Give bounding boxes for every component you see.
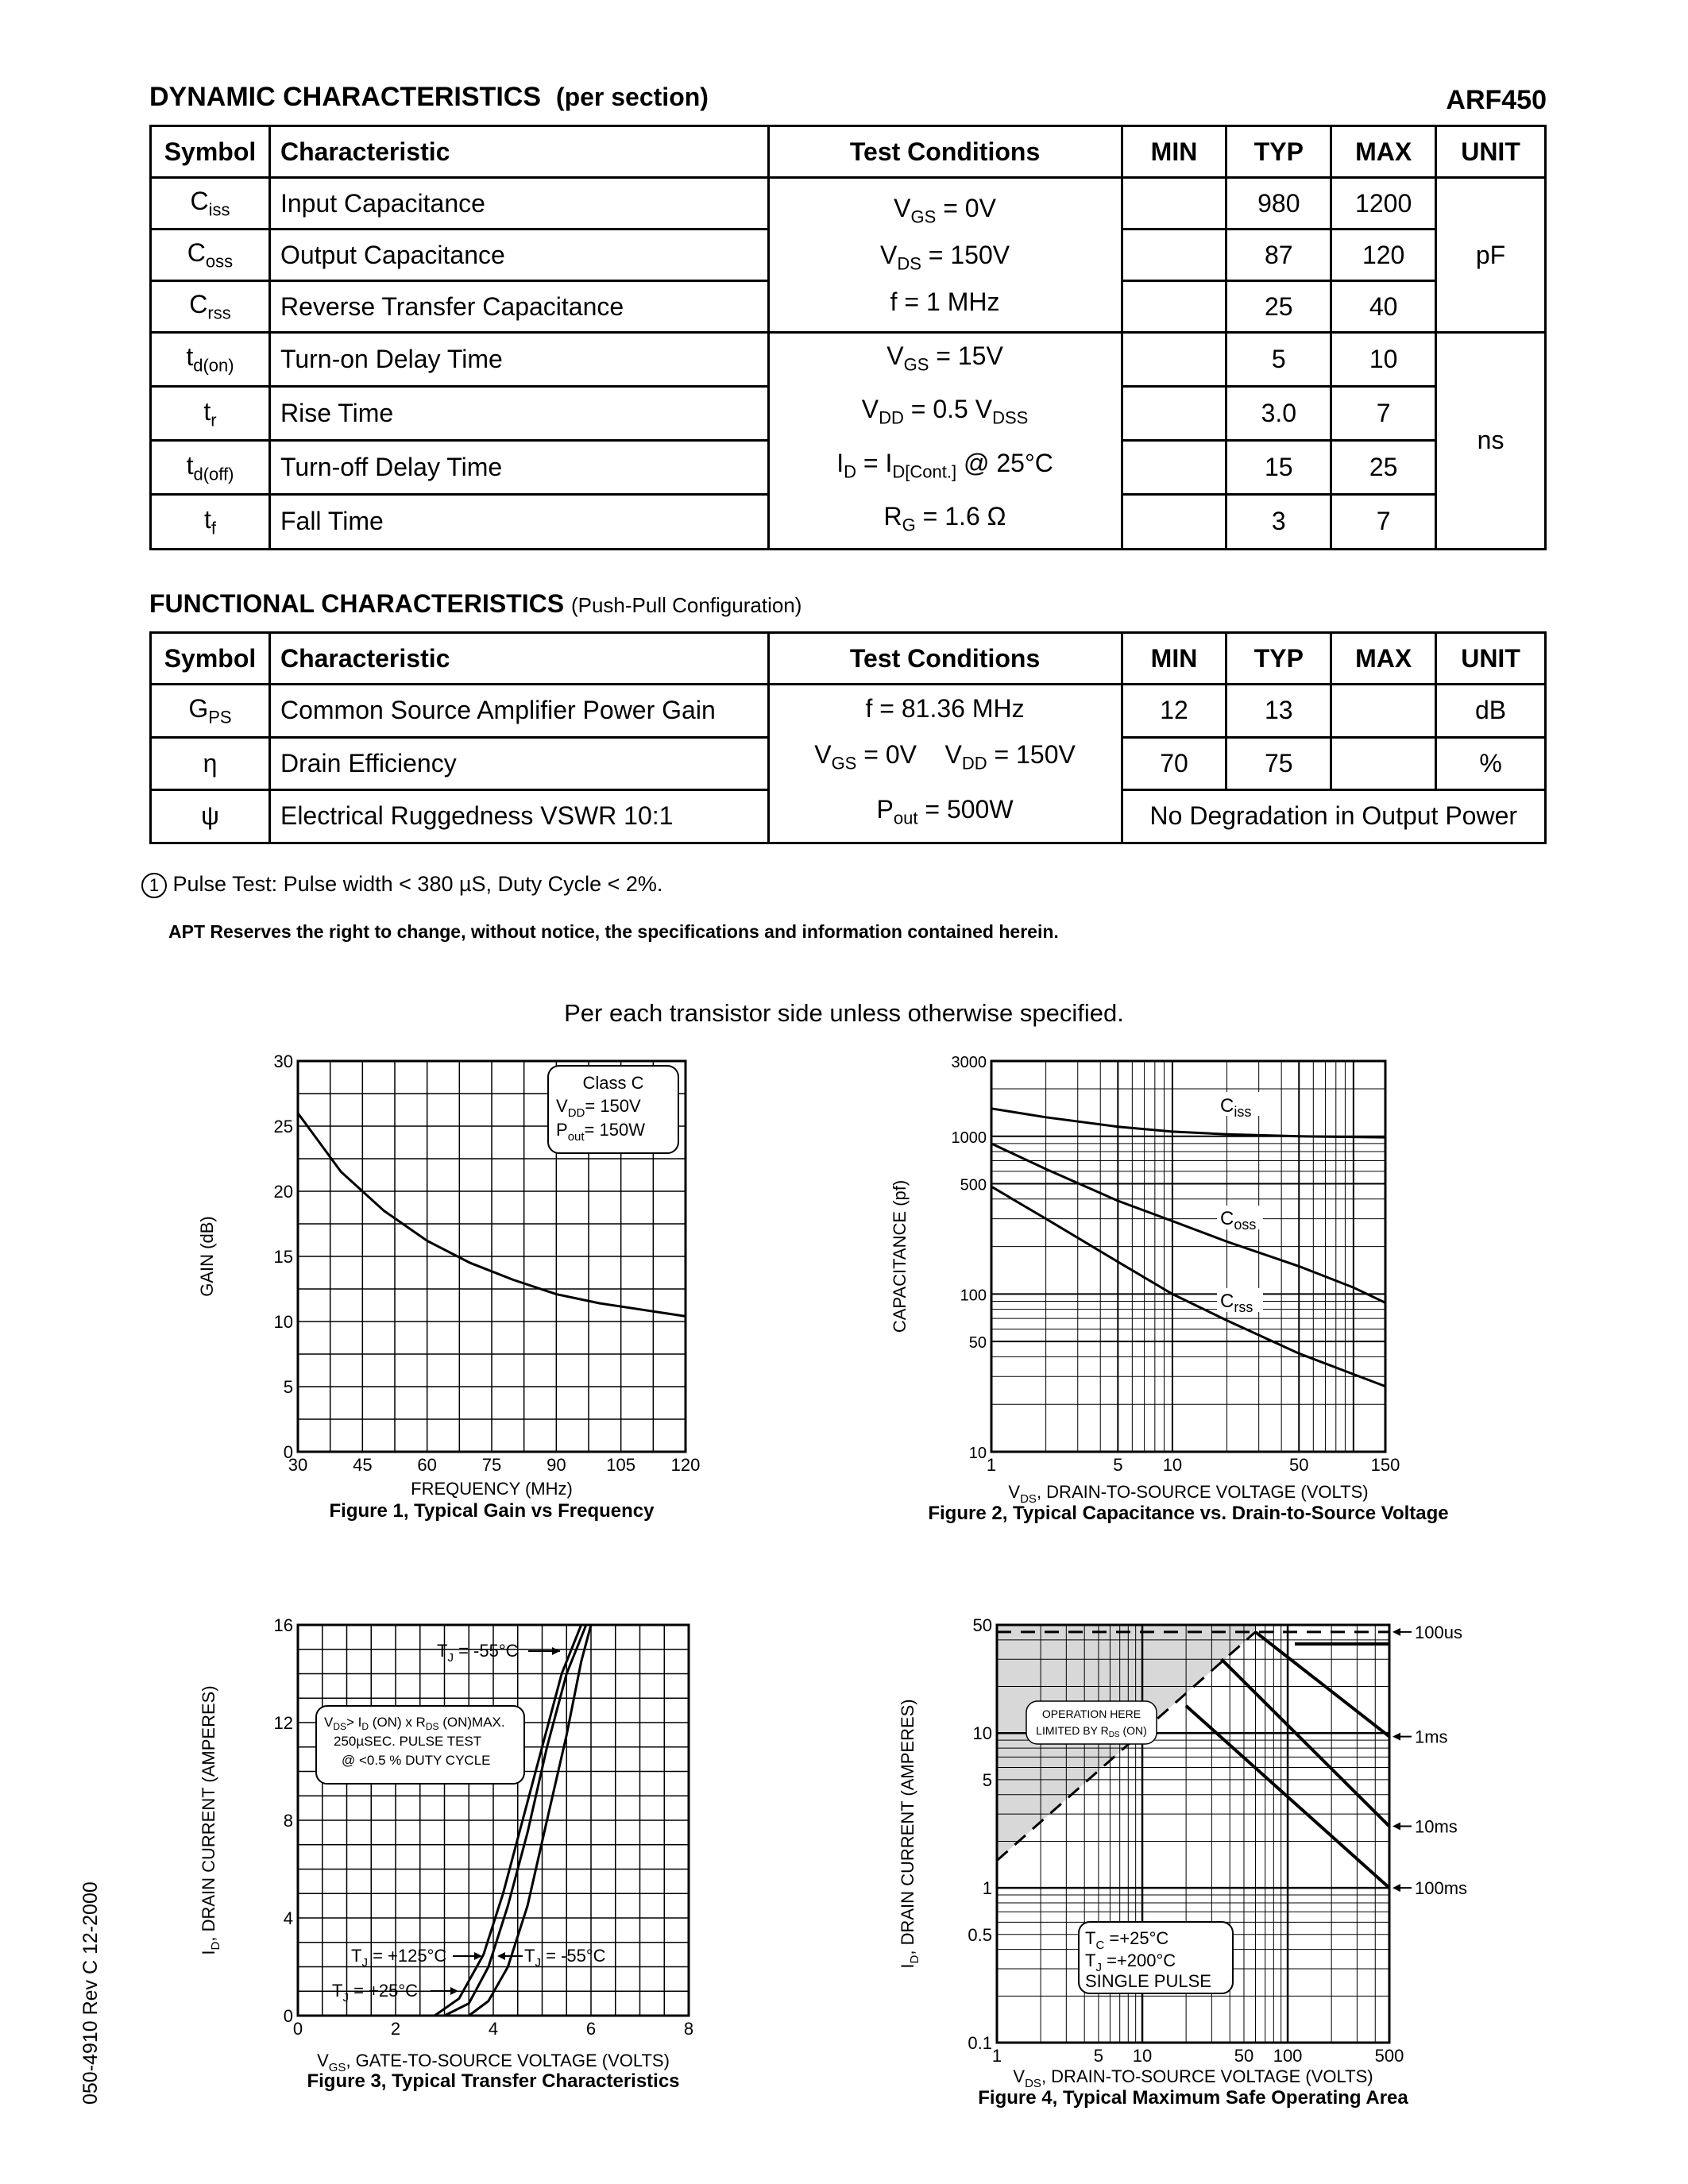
col-header: Symbol <box>151 633 270 685</box>
x-axis-label: FREQUENCY (MHz) <box>411 1479 573 1499</box>
min-value <box>1122 441 1226 495</box>
x-tick-label: 10 <box>1162 1455 1183 1475</box>
y-tick-label: 1000 <box>951 1129 987 1147</box>
typ-value: 25 <box>1226 281 1331 333</box>
col-header: MIN <box>1122 633 1226 685</box>
characteristic: Common Source Amplifier Power Gain <box>269 685 768 738</box>
per-side-note: Per each transistor side unless otherwise specified. <box>564 999 1124 1027</box>
col-header: MAX <box>1331 633 1436 685</box>
label-arrow-head <box>1393 1733 1400 1741</box>
unit: % <box>1436 737 1546 790</box>
figure-caption: Figure 4, Typical Maximum Safe Operating Area <box>978 2087 1408 2109</box>
col-header: UNIT <box>1436 126 1546 178</box>
limit-10ms-line <box>1222 1659 1389 1826</box>
min-value: 12 <box>1122 685 1226 738</box>
tj-plus125-label: $T_J = +125^\circ C$ <box>351 1946 447 1970</box>
max-value: 120 <box>1331 230 1436 281</box>
col-header: Symbol <box>151 126 270 178</box>
arrow-head <box>450 1987 458 1995</box>
characteristic: Rise Time <box>269 387 768 441</box>
y-tick-label: 0 <box>283 1442 293 1462</box>
test-conditions: $V_{GS} = 15V$ $V_{DD} = 0.5$ $V_{DSS}$ $I_D = I_{D[Cont.]}$ @ 25°C $R_G = 1.6$ Ω <box>768 333 1122 550</box>
symbol: $t_f$ <box>151 495 270 549</box>
y-tick-label: 15 <box>273 1247 293 1267</box>
typ-value: 13 <box>1226 685 1331 738</box>
y-tick-label: 10 <box>972 1723 992 1744</box>
legend-vdd: $V_{DD}= 150V$ <box>556 1096 641 1120</box>
symbol: $C_{rss}$ <box>151 281 270 333</box>
y-tick-label: 0.1 <box>968 2033 992 2053</box>
table-row <box>151 333 1546 387</box>
table-row <box>151 178 1546 230</box>
tj-minus55-label: $T_J = -55^\circ C$ <box>524 1946 606 1970</box>
y-tick-label: 8 <box>283 1811 293 1831</box>
label-arrow-head <box>1393 1823 1400 1831</box>
legend-class: Class C <box>582 1073 644 1093</box>
pulse-note: 1 Pulse Test: Pulse width < 380 µS, Duty Cycle < 2%. <box>141 872 662 898</box>
characteristic: Output Capacitance <box>269 230 768 281</box>
x-axis-label: $V_{DS}$, DRAIN-TO-SOURCE VOLTAGE (VOLTS) <box>1013 2066 1373 2090</box>
x-tick-label: 6 <box>585 2019 597 2039</box>
min-value <box>1122 230 1226 281</box>
typ-value: 15 <box>1226 441 1331 495</box>
characteristic: Input Capacitance <box>269 178 768 230</box>
limit-label: 100us <box>1415 1622 1462 1642</box>
y-tick-label: 100 <box>960 1287 987 1305</box>
symbol: $G_{PS}$ <box>151 685 270 738</box>
col-header: Test Conditions <box>768 633 1122 685</box>
x-tick-label: 10 <box>1132 2046 1153 2066</box>
test-conditions: f = 81.36 MHz $V_{GS} = 0V$ $V_{DD} = 150V$ $P_{out} = 500W$ <box>768 685 1122 843</box>
legend-pout: $P_{out}= 150W$ <box>556 1120 645 1144</box>
table-header-row <box>151 126 1546 178</box>
tj-minus55-top-label: $T_J = -55^\circ C$ <box>437 1641 519 1665</box>
x-tick-label: 150 <box>1370 1455 1400 1475</box>
x-tick-label: 500 <box>1374 2046 1404 2066</box>
min-value <box>1122 387 1226 441</box>
figure-1-gain-chart <box>183 1048 739 1541</box>
unit: dB <box>1436 685 1546 738</box>
limit-label: 1ms <box>1415 1727 1448 1747</box>
footnote-circle: 1 <box>141 873 167 898</box>
min-value: 70 <box>1122 737 1226 790</box>
tj-plus25-label: $T_J = +25^\circ C$ <box>332 1981 419 2005</box>
figure-2-capacitance-chart <box>882 1048 1501 1541</box>
x-tick-label: 5 <box>1093 2046 1104 2066</box>
characteristic: Drain Efficiency <box>269 737 768 790</box>
grid <box>991 1061 1385 1452</box>
dynamic-table <box>149 125 1547 550</box>
table-row <box>151 685 1546 738</box>
characteristic: Fall Time <box>269 495 768 549</box>
unit: pF <box>1436 178 1546 333</box>
typ-value: 5 <box>1226 333 1331 387</box>
max-value: 10 <box>1331 333 1436 387</box>
x-tick-label: 75 <box>481 1455 502 1475</box>
functional-note: (Push-Pull Configuration) <box>570 593 802 617</box>
region-line-2: LIMITED BY $R_{DS}$ (ON) <box>1036 1724 1147 1739</box>
y-tick-label: 30 <box>273 1051 293 1071</box>
note-line-3: @ <0.5 % DUTY CYCLE <box>342 1753 491 1768</box>
figure-caption: Figure 3, Typical Transfer Characteristics <box>307 2070 680 2092</box>
reserve-note: APT Reserves the right to change, without notice, the specifications and information contained herein. <box>168 921 1059 942</box>
single-pulse-label: SINGLE PULSE <box>1085 1971 1211 1991</box>
x-axis-label: $V_{DS}$, DRAIN-TO-SOURCE VOLTAGE (VOLTS) <box>1008 1482 1369 1506</box>
x-tick-label: 8 <box>683 2019 694 2039</box>
y-axis-label: CAPACITANCE (pf) <box>890 1179 910 1333</box>
max-value: 7 <box>1331 387 1436 441</box>
characteristic: Electrical Ruggedness VSWR 10:1 <box>269 790 768 843</box>
arrow-head <box>497 1952 505 1960</box>
y-tick-label: 5 <box>283 1377 293 1397</box>
symbol: $C_{oss}$ <box>151 230 270 281</box>
x-tick-label: 105 <box>606 1455 636 1475</box>
y-tick-label: 4 <box>283 1908 293 1928</box>
functional-title: FUNCTIONAL CHARACTERISTICS (Push-Pull Configuration) <box>149 589 802 618</box>
x-tick-label: 90 <box>547 1455 566 1475</box>
label-arrow-head <box>1393 1884 1400 1892</box>
y-tick-label: 12 <box>273 1713 293 1733</box>
symbol: $t_{d(on)}$ <box>151 333 270 387</box>
symbol: ψ <box>151 790 270 843</box>
note-line-1: $V_{DS}> I_D$ (ON) x $R_{DS}$ (ON)MAX. <box>324 1715 505 1732</box>
crss-label: $C_{rss}$ <box>1220 1291 1253 1315</box>
x-tick-label: 50 <box>1234 2046 1254 2066</box>
y-axis-label: GAIN (dB) <box>197 1216 217 1297</box>
document-code: 050-4910 Rev C 12-2000 <box>79 1881 102 2105</box>
max-value <box>1331 685 1436 738</box>
test-conditions: $V_{GS} = 0V$ $V_{DS} = 150V$ f = 1 MHz <box>768 178 1122 333</box>
col-header: UNIT <box>1436 633 1546 685</box>
plot-frame <box>991 1061 1385 1452</box>
x-tick-label: 1 <box>991 2046 1002 2066</box>
tj-label: $T_J =+200^\circ C$ <box>1085 1951 1176 1974</box>
x-tick-label: 120 <box>670 1455 701 1475</box>
min-value <box>1122 495 1226 549</box>
figure-caption: Figure 2, Typical Capacitance vs. Drain-to-Source Voltage <box>928 1503 1449 1524</box>
x-tick-label: 1 <box>986 1455 997 1475</box>
ciss-curve <box>991 1109 1385 1137</box>
typ-value: 3.0 <box>1226 387 1331 441</box>
y-tick-label: 500 <box>960 1176 987 1194</box>
figure-3-transfer-chart <box>183 1612 739 2120</box>
crss-curve <box>991 1187 1385 1387</box>
coss-label: $C_{oss}$ <box>1220 1208 1257 1233</box>
y-tick-label: 3000 <box>951 1054 987 1071</box>
x-tick-label: 5 <box>1113 1455 1123 1475</box>
col-header: TYP <box>1226 126 1331 178</box>
x-tick-label: 2 <box>390 2019 401 2039</box>
symbol: $t_{d(off)}$ <box>151 441 270 495</box>
typ-value: 75 <box>1226 737 1331 790</box>
y-tick-label: 16 <box>273 1615 293 1635</box>
typ-value: 3 <box>1226 495 1331 549</box>
coss-curve <box>991 1144 1385 1303</box>
x-tick-label: 45 <box>353 1455 373 1475</box>
col-header: MIN <box>1122 126 1226 178</box>
y-tick-label: 25 <box>273 1117 293 1136</box>
table-header-row <box>151 633 1546 685</box>
typ-value: 980 <box>1226 178 1331 230</box>
figure-caption: Figure 1, Typical Gain vs Frequency <box>329 1500 655 1522</box>
y-tick-label: 10 <box>968 1445 987 1462</box>
y-tick-label: 0.5 <box>968 1924 992 1945</box>
y-tick-label: 5 <box>982 1769 992 1790</box>
limit-1ms-line <box>1256 1632 1390 1737</box>
functional-table <box>149 631 1547 844</box>
col-header: Test Conditions <box>768 126 1122 178</box>
col-header: TYP <box>1226 633 1331 685</box>
max-value: 7 <box>1331 495 1436 549</box>
y-tick-label: 50 <box>972 1615 992 1635</box>
span-value: No Degradation in Output Power <box>1122 790 1545 843</box>
x-axis-label: $V_{GS}$, GATE-TO-SOURCE VOLTAGE (VOLTS) <box>317 2051 670 2074</box>
tc-label: $T_C =+25^\circ C$ <box>1085 1928 1169 1952</box>
ciss-label: $C_{iss}$ <box>1220 1095 1252 1120</box>
dynamic-title-note: (per section) <box>555 83 709 111</box>
max-value: 40 <box>1331 281 1436 333</box>
symbol: $C_{iss}$ <box>151 178 270 230</box>
max-value: 25 <box>1331 441 1436 495</box>
y-tick-label: 1 <box>982 1878 992 1899</box>
dynamic-title: DYNAMIC CHARACTERISTICS (per section) <box>149 82 709 112</box>
symbol: $t_r$ <box>151 387 270 441</box>
min-value <box>1122 281 1226 333</box>
y-tick-label: 0 <box>283 2006 293 2026</box>
col-header: Characteristic <box>269 126 768 178</box>
note-line-2: 250µSEC. PULSE TEST <box>334 1734 482 1749</box>
x-tick-label: 0 <box>292 2019 303 2039</box>
limit-label: 100ms <box>1415 1878 1468 1899</box>
characteristic: Turn-on Delay Time <box>269 333 768 387</box>
y-axis-label: $I_D$, DRAIN CURRENT (AMPERES) <box>199 1685 222 1955</box>
y-axis-label: $I_D$, DRAIN CURRENT (AMPERES) <box>898 1699 921 1969</box>
label-arrow-head <box>1393 1628 1400 1636</box>
part-number: ARF450 <box>1446 85 1547 115</box>
x-tick-label: 50 <box>1289 1455 1309 1475</box>
figure-4-soa-chart <box>882 1612 1517 2120</box>
y-tick-label: 10 <box>273 1312 293 1332</box>
x-tick-label: 60 <box>417 1455 437 1475</box>
region-line-1: OPERATION HERE <box>1041 1707 1141 1720</box>
x-tick-label: 4 <box>488 2019 499 2039</box>
x-tick-label: 30 <box>288 1455 308 1475</box>
col-header: MAX <box>1331 126 1436 178</box>
symbol: η <box>151 737 270 790</box>
x-tick-label: 100 <box>1273 2046 1303 2066</box>
unit: ns <box>1436 333 1546 550</box>
y-tick-label: 50 <box>968 1334 987 1352</box>
arrow-head <box>552 1647 560 1655</box>
min-value <box>1122 333 1226 387</box>
y-tick-label: 20 <box>273 1182 293 1202</box>
min-value <box>1122 178 1226 230</box>
max-value <box>1331 737 1436 790</box>
max-value: 1200 <box>1331 178 1436 230</box>
characteristic: Turn-off Delay Time <box>269 441 768 495</box>
limit-label: 10ms <box>1415 1816 1458 1837</box>
col-header: Characteristic <box>269 633 768 685</box>
typ-value: 87 <box>1226 230 1331 281</box>
characteristic: Reverse Transfer Capacitance <box>269 281 768 333</box>
